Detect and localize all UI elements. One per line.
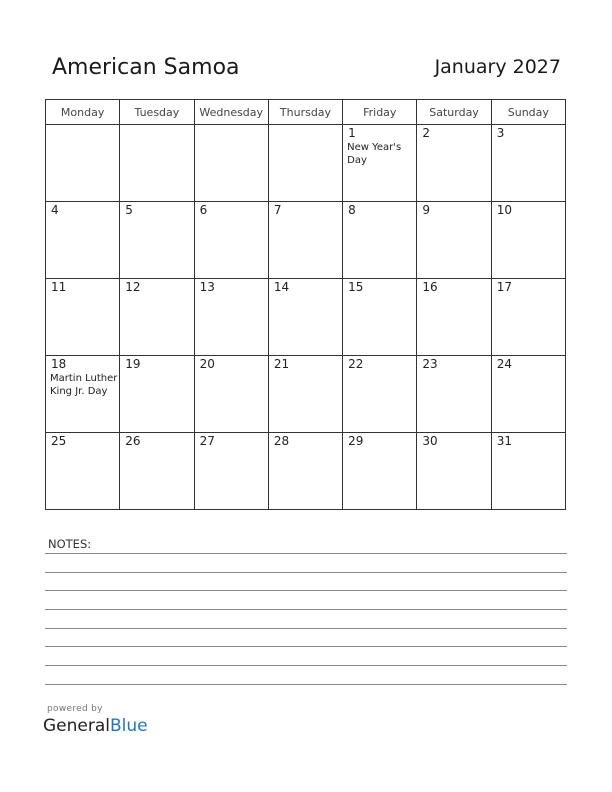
day-number: 23	[422, 357, 438, 371]
day-number: 27	[199, 434, 215, 448]
day-number: 16	[422, 280, 438, 294]
day-cell	[491, 433, 565, 510]
brand-general-text: General	[43, 716, 110, 736]
day-cell	[491, 125, 565, 202]
week-row	[46, 433, 566, 510]
day-number: 30	[422, 434, 438, 448]
notes-line	[45, 665, 567, 666]
day-cell	[194, 125, 268, 202]
day-number: 22	[348, 357, 364, 371]
notes-line	[45, 628, 567, 629]
weekday-header-monday: Monday	[46, 100, 120, 125]
day-cell	[268, 433, 342, 510]
calendar-grid	[45, 99, 566, 510]
day-cell	[46, 202, 120, 279]
calendar-country-title: American Samoa	[52, 55, 240, 80]
day-number: 29	[348, 434, 364, 448]
day-number: 24	[496, 357, 512, 371]
day-number: 10	[496, 203, 512, 217]
day-cell	[268, 279, 342, 356]
holiday-label: Martin Luther King Jr. Day	[50, 373, 118, 397]
day-cell	[417, 433, 491, 510]
day-number: 8	[348, 203, 356, 217]
day-cell	[120, 279, 194, 356]
day-number: 14	[273, 280, 290, 294]
day-number: 20	[199, 357, 215, 371]
day-cell	[343, 356, 417, 433]
day-cell	[120, 125, 194, 202]
day-cell	[120, 202, 194, 279]
day-cell	[491, 356, 565, 433]
day-cell	[194, 279, 268, 356]
day-number: 3	[496, 126, 505, 140]
day-number: 28	[273, 434, 290, 448]
day-number: 6	[199, 203, 208, 217]
week-row	[46, 279, 566, 356]
day-cell	[491, 202, 565, 279]
day-cell	[343, 433, 417, 510]
day-cell	[417, 279, 491, 356]
day-cell	[417, 202, 491, 279]
notes-line	[45, 572, 567, 573]
day-cell	[120, 433, 194, 510]
day-number: 2	[422, 126, 431, 140]
weekday-header-thursday: Thursday	[268, 100, 342, 125]
day-number: 7	[273, 203, 282, 217]
weekday-header-row	[46, 100, 566, 125]
day-number: 9	[422, 203, 431, 217]
day-cell	[46, 125, 120, 202]
day-number: 11	[51, 280, 67, 294]
notes-line	[45, 684, 567, 685]
week-row	[46, 356, 566, 433]
week-row	[46, 202, 566, 279]
notes-line	[45, 553, 567, 554]
day-number: 19	[125, 357, 141, 371]
weekday-header-sunday: Sunday	[491, 100, 565, 125]
day-cell	[268, 356, 342, 433]
notes-line	[45, 590, 567, 591]
day-number: 12	[125, 280, 141, 294]
day-number: 13	[199, 280, 215, 294]
day-number: 5	[125, 203, 133, 217]
powered-by-text: powered by	[47, 704, 103, 714]
day-cell	[417, 356, 491, 433]
day-cell	[417, 125, 491, 202]
brand-blue-text: Blue	[110, 716, 148, 736]
day-number: 25	[51, 434, 67, 448]
calendar-month-year: January 2027	[434, 56, 561, 78]
notes-label: NOTES:	[48, 537, 92, 551]
day-cell	[343, 279, 417, 356]
week-row	[46, 125, 566, 202]
generalblue-logo	[43, 716, 148, 736]
weekday-header-saturday: Saturday	[417, 100, 491, 125]
day-cell	[194, 202, 268, 279]
day-cell	[194, 433, 268, 510]
notes-line	[45, 646, 567, 647]
day-number: 4	[51, 203, 59, 217]
day-cell	[46, 279, 120, 356]
day-cell	[268, 125, 342, 202]
day-cell	[343, 125, 417, 202]
day-number: 26	[125, 434, 141, 448]
day-number: 31	[496, 434, 512, 448]
day-cell	[491, 279, 565, 356]
day-cell	[120, 356, 194, 433]
day-number: 18	[51, 357, 67, 371]
day-cell	[268, 202, 342, 279]
day-cell	[343, 202, 417, 279]
weekday-header-friday: Friday	[343, 100, 417, 125]
weekday-header-wednesday: Wednesday	[194, 100, 268, 125]
holiday-label: New Year's Day	[347, 142, 402, 166]
notes-line	[45, 609, 567, 610]
day-cell	[194, 356, 268, 433]
day-number: 17	[496, 280, 512, 294]
day-number: 15	[348, 280, 364, 294]
weekday-header-tuesday: Tuesday	[120, 100, 194, 125]
day-cell	[46, 433, 120, 510]
day-cell	[46, 356, 120, 433]
day-number: 21	[273, 357, 290, 371]
day-number: 1	[348, 126, 356, 140]
